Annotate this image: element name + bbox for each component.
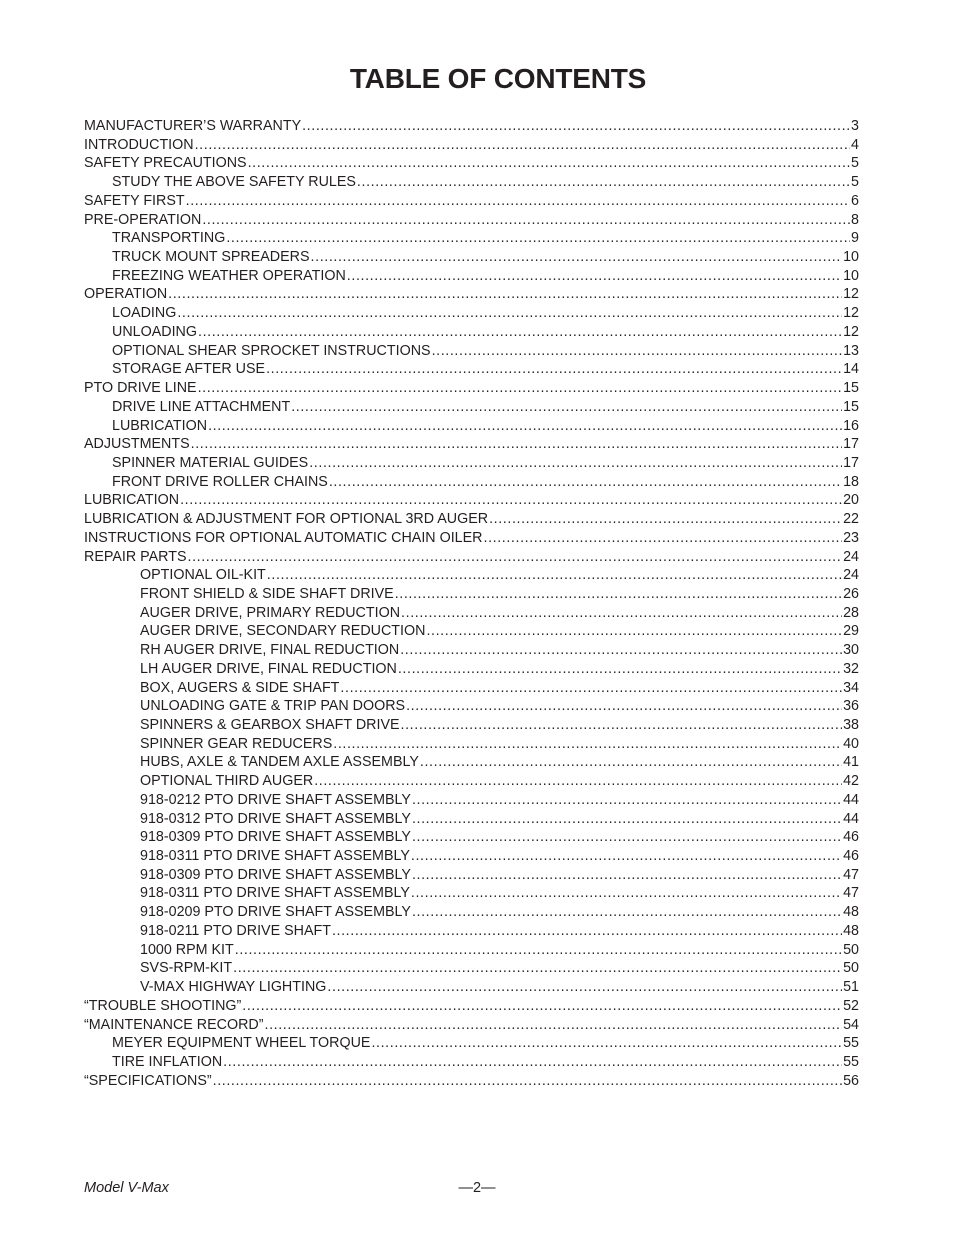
- toc-entry[interactable]: [84, 716, 859, 735]
- toc-entry-label: 918-0309 PTO DRIVE SHAFT ASSEMBLY: [140, 829, 411, 846]
- toc-entry-label: 918-0309 PTO DRIVE SHAFT ASSEMBLY: [140, 866, 411, 883]
- toc-entry-label: SAFETY PRECAUTIONS: [84, 155, 247, 172]
- toc-entry-label: BOX, AUGERS & SIDE SHAFT: [140, 679, 340, 696]
- toc-entry-label: TRANSPORTING: [112, 230, 226, 247]
- toc-entry-label: SPINNERS & GEARBOX SHAFT DRIVE: [140, 717, 400, 733]
- dot-leader: [371, 1034, 842, 1053]
- toc-entry-label: LH AUGER DRIVE, FINAL REDUCTION: [140, 660, 397, 677]
- dot-leader: [242, 997, 842, 1016]
- toc-entry[interactable]: [84, 417, 859, 436]
- dot-leader: [198, 323, 842, 342]
- toc-entry-page-number: 56: [843, 1072, 859, 1089]
- toc-entry[interactable]: [84, 697, 859, 716]
- toc-entry-page-number: 52: [843, 997, 859, 1014]
- dot-leader: [208, 417, 842, 436]
- toc-entry-page-number: 34: [843, 679, 859, 696]
- dot-leader: [198, 379, 843, 398]
- toc-entry[interactable]: [84, 267, 859, 286]
- toc-entry-page-number: 12: [843, 323, 859, 340]
- toc-entry[interactable]: [84, 903, 859, 922]
- toc-entry[interactable]: [84, 435, 859, 454]
- dot-leader: [412, 828, 842, 847]
- toc-entry-page-number: 12: [843, 286, 859, 303]
- toc-entry-page-number: 42: [843, 773, 859, 790]
- dot-leader: [411, 884, 842, 903]
- toc-entry-page-number: 26: [843, 585, 859, 602]
- toc-entry[interactable]: [84, 791, 859, 810]
- toc-entry-label: 918-0209 PTO DRIVE SHAFT ASSEMBLY: [140, 904, 411, 921]
- toc-entry-label: “MAINTENANCE RECORD”: [84, 1016, 264, 1033]
- footer-page-number: —2—: [458, 1180, 496, 1196]
- toc-entry[interactable]: [84, 454, 859, 473]
- toc-entry-label: SPINNER GEAR REDUCERS: [140, 735, 333, 752]
- footer-model-name: Model V-Max: [84, 1180, 169, 1196]
- toc-entry[interactable]: [84, 828, 859, 847]
- toc-entry-page-number: 44: [843, 791, 859, 808]
- dot-leader: [400, 641, 842, 660]
- toc-entry-label: PRE-OPERATION: [84, 211, 202, 228]
- dot-leader: [329, 473, 842, 492]
- dot-leader: [265, 1016, 843, 1035]
- toc-entry-page-number: 48: [843, 922, 859, 939]
- toc-entry-page-number: 48: [843, 904, 859, 921]
- toc-entry-label: OPTIONAL THIRD AUGER: [140, 773, 314, 790]
- toc-entry-label: HUBS, AXLE & TANDEM AXLE ASSEMBLY: [140, 754, 419, 771]
- dot-leader: [333, 735, 842, 754]
- dot-leader: [432, 342, 843, 361]
- toc-entry-label: FRONT SHIELD & SIDE SHAFT DRIVE: [140, 585, 394, 602]
- toc-entry-page-number: 17: [843, 436, 859, 453]
- toc-entry-label: TRUCK MOUNT SPREADERS: [112, 249, 310, 266]
- toc-entry-page-number: 47: [843, 885, 859, 902]
- toc-entry-label: AUGER DRIVE, SECONDARY REDUCTION: [140, 623, 426, 640]
- toc-entry-page-number: 20: [843, 492, 859, 509]
- toc-entry-label: 918-0212 PTO DRIVE SHAFT ASSEMBLY: [140, 791, 411, 808]
- toc-entry[interactable]: [84, 1016, 859, 1035]
- toc-entry-label: INTRODUCTION: [84, 136, 194, 153]
- dot-leader: [213, 1072, 842, 1091]
- toc-entry[interactable]: [84, 1034, 859, 1053]
- toc-entry-page-number: 55: [843, 1053, 859, 1070]
- toc-entry-page-number: 40: [843, 735, 859, 752]
- dot-leader: [398, 660, 842, 679]
- toc-entry[interactable]: [84, 285, 859, 304]
- toc-entry-label: OPTIONAL OIL-KIT: [140, 567, 266, 584]
- toc-entry[interactable]: [84, 304, 859, 323]
- toc-entry-page-number: 50: [843, 960, 859, 977]
- toc-entry-label: FRONT DRIVE ROLLER CHAINS: [112, 473, 328, 490]
- dot-leader: [412, 791, 842, 810]
- toc-entry[interactable]: [84, 323, 859, 342]
- toc-entry-page-number: 5: [851, 155, 859, 172]
- toc-entry-page-number: 13: [843, 342, 859, 359]
- toc-entry[interactable]: [84, 248, 859, 267]
- toc-entry-label: MEYER EQUIPMENT WHEEL TORQUE: [112, 1035, 371, 1052]
- dot-leader: [248, 154, 850, 173]
- toc-entry[interactable]: [84, 622, 859, 641]
- toc-entry-page-number: 32: [843, 660, 859, 677]
- dot-leader: [314, 772, 842, 791]
- dot-leader: [311, 248, 843, 267]
- toc-entry-page-number: 47: [843, 866, 859, 883]
- toc-entry-page-number: 41: [843, 754, 859, 771]
- toc-entry-page-number: 54: [843, 1016, 859, 1033]
- dot-leader: [235, 941, 842, 960]
- toc-entry-label: SPINNER MATERIAL GUIDES: [112, 454, 309, 471]
- dot-leader: [191, 435, 842, 454]
- dot-leader: [291, 398, 842, 417]
- toc-entry[interactable]: [84, 735, 859, 754]
- toc-entry-page-number: 51: [843, 979, 859, 996]
- toc-entry-label: PTO DRIVE LINE: [84, 380, 197, 397]
- dot-leader: [484, 529, 843, 548]
- toc-entry-page-number: 23: [843, 529, 859, 546]
- dot-leader: [195, 136, 850, 155]
- dot-leader: [406, 697, 842, 716]
- toc-entry[interactable]: [84, 342, 859, 361]
- toc-entry-page-number: 50: [843, 941, 859, 958]
- dot-leader: [489, 510, 842, 529]
- toc-entry[interactable]: [84, 922, 859, 941]
- dot-leader: [332, 922, 842, 941]
- toc-entry-page-number: 10: [843, 249, 859, 266]
- dot-leader: [412, 903, 842, 922]
- dot-leader: [411, 847, 842, 866]
- page-title: TABLE OF CONTENTS: [349, 63, 647, 94]
- dot-leader: [226, 229, 850, 248]
- toc-entry[interactable]: [84, 604, 859, 623]
- dot-leader: [420, 753, 842, 772]
- dot-leader: [401, 604, 842, 623]
- toc-entry-page-number: 36: [843, 698, 859, 715]
- toc-entry-label: OPERATION: [84, 286, 168, 303]
- dot-leader: [177, 304, 842, 323]
- toc-entry-page-number: 15: [843, 398, 859, 415]
- toc-entry-label: 918-0311 PTO DRIVE SHAFT ASSEMBLY: [140, 885, 410, 902]
- toc-entry-page-number: 17: [843, 454, 859, 471]
- toc-entry-label: 1000 RPM KIT: [140, 941, 234, 958]
- toc-entry[interactable]: [84, 117, 859, 136]
- dot-leader: [347, 267, 842, 286]
- dot-leader: [223, 1053, 842, 1072]
- toc-entry-label: UNLOADING GATE & TRIP PAN DOORS: [140, 698, 406, 715]
- dot-leader: [340, 679, 842, 698]
- toc-entry[interactable]: [84, 978, 859, 997]
- dot-leader: [267, 566, 842, 585]
- toc-entry[interactable]: [84, 379, 859, 398]
- toc-entry[interactable]: [84, 491, 859, 510]
- toc-entry-page-number: 14: [843, 361, 859, 378]
- toc-entry-page-number: 5: [851, 174, 859, 191]
- dot-leader: [188, 548, 843, 567]
- toc-entry-page-number: 3: [851, 118, 859, 134]
- toc-entry-label: STORAGE AFTER USE: [112, 361, 266, 378]
- dot-leader: [412, 810, 842, 829]
- toc-entry-label: SAFETY FIRST: [84, 192, 185, 209]
- dot-leader: [327, 978, 842, 997]
- toc-entry[interactable]: [84, 1053, 859, 1072]
- toc-entry[interactable]: [84, 1072, 859, 1091]
- toc-entry[interactable]: [84, 772, 859, 791]
- toc-entry-label: LUBRICATION: [112, 417, 208, 434]
- dot-leader: [266, 360, 842, 379]
- toc-entry-label: 918-0312 PTO DRIVE SHAFT ASSEMBLY: [140, 810, 411, 827]
- dot-leader: [202, 211, 850, 230]
- toc-entry[interactable]: [84, 847, 859, 866]
- dot-leader: [426, 622, 842, 641]
- toc-entry-page-number: 46: [843, 829, 859, 846]
- toc-entry-page-number: 44: [843, 810, 859, 827]
- toc-entry-label: REPAIR PARTS: [84, 548, 187, 565]
- toc-entry[interactable]: [84, 585, 859, 604]
- toc-entry-page-number: 22: [843, 511, 859, 528]
- toc-entry-label: “TROUBLE SHOOTING”: [84, 997, 242, 1014]
- toc-entry-label: V-MAX HIGHWAY LIGHTING: [140, 979, 327, 996]
- toc-entry-label: RH AUGER DRIVE, FINAL REDUCTION: [140, 642, 400, 659]
- dot-leader: [233, 959, 842, 978]
- toc-entry[interactable]: [84, 398, 859, 417]
- toc-entry-label: LOADING: [112, 305, 177, 322]
- toc-entry-label: LUBRICATION & ADJUSTMENT FOR OPTIONAL 3RD AUGER: [84, 511, 489, 528]
- dot-leader: [412, 866, 842, 885]
- toc-entry-label: “SPECIFICATIONS”: [84, 1072, 212, 1089]
- dot-leader: [180, 491, 842, 510]
- toc-entry-label: AUGER DRIVE, PRIMARY REDUCTION: [140, 604, 401, 621]
- dot-leader: [309, 454, 842, 473]
- toc-entry[interactable]: [84, 548, 859, 567]
- toc-entry-page-number: 18: [843, 473, 859, 490]
- toc-entry-label: 918-0311 PTO DRIVE SHAFT ASSEMBLY: [140, 848, 410, 865]
- toc-entry[interactable]: [84, 997, 859, 1016]
- toc-entry-page-number: 12: [843, 305, 859, 322]
- toc-entry-label: DRIVE LINE ATTACHMENT: [112, 398, 291, 415]
- toc-entry[interactable]: [84, 473, 859, 492]
- dot-leader: [395, 585, 842, 604]
- toc-entry[interactable]: [84, 641, 859, 660]
- toc-entry-label: FREEZING WEATHER OPERATION: [112, 267, 346, 284]
- toc-entry[interactable]: [84, 173, 859, 192]
- dot-leader: [302, 117, 850, 136]
- dot-leader: [357, 173, 850, 192]
- toc-entry-page-number: 55: [843, 1035, 859, 1052]
- toc-entry[interactable]: [84, 810, 859, 829]
- toc-entry-page-number: 6: [851, 192, 859, 209]
- toc-entry-page-number: 15: [843, 380, 859, 397]
- toc-entry-page-number: 38: [843, 717, 859, 733]
- toc-entry-page-number: 30: [843, 642, 859, 659]
- toc-entry-label: ADJUSTMENTS: [84, 436, 190, 453]
- toc-entry-page-number: 8: [851, 211, 859, 228]
- toc-entry-label: STUDY THE ABOVE SAFETY RULES: [112, 174, 356, 191]
- toc-entry[interactable]: [84, 211, 859, 230]
- toc-entry-label: OPTIONAL SHEAR SPROCKET INSTRUCTIONS: [112, 342, 431, 359]
- table-of-contents: [84, 117, 859, 1090]
- toc-entry-label: UNLOADING: [112, 323, 197, 340]
- toc-entry-page-number: 46: [843, 848, 859, 865]
- toc-entry-page-number: 29: [843, 623, 859, 640]
- toc-entry[interactable]: [84, 884, 859, 903]
- toc-entry[interactable]: [84, 866, 859, 885]
- toc-entry-page-number: 24: [843, 567, 859, 584]
- dot-leader: [186, 192, 850, 211]
- toc-entry[interactable]: [84, 154, 859, 173]
- toc-entry-label: SVS-RPM-KIT: [140, 960, 233, 977]
- toc-entry[interactable]: [84, 679, 859, 698]
- toc-entry[interactable]: [84, 229, 859, 248]
- toc-entry-page-number: 24: [843, 548, 859, 565]
- toc-entry[interactable]: [84, 941, 859, 960]
- toc-entry[interactable]: [84, 360, 859, 379]
- toc-entry[interactable]: [84, 753, 859, 772]
- toc-entry-label: LUBRICATION: [84, 492, 180, 509]
- toc-entry[interactable]: [84, 660, 859, 679]
- toc-entry-label: MANUFACTURER’S WARRANTY: [84, 118, 302, 134]
- toc-entry[interactable]: [84, 529, 859, 548]
- toc-entry[interactable]: [84, 192, 859, 211]
- toc-entry[interactable]: [84, 136, 859, 155]
- toc-entry-page-number: 9: [851, 230, 859, 247]
- toc-entry[interactable]: [84, 566, 859, 585]
- toc-entry-label: INSTRUCTIONS FOR OPTIONAL AUTOMATIC CHAIN OILER: [84, 529, 483, 546]
- dot-leader: [168, 285, 842, 304]
- toc-entry-page-number: 16: [843, 417, 859, 434]
- toc-entry-label: TIRE INFLATION: [112, 1053, 223, 1070]
- toc-entry-page-number: 28: [843, 604, 859, 621]
- toc-entry[interactable]: [84, 510, 859, 529]
- toc-entry-page-number: 10: [843, 267, 859, 284]
- dot-leader: [401, 716, 843, 735]
- toc-entry[interactable]: [84, 959, 859, 978]
- toc-entry-label: 918-0211 PTO DRIVE SHAFT: [140, 922, 331, 939]
- toc-entry-page-number: 4: [851, 136, 859, 153]
